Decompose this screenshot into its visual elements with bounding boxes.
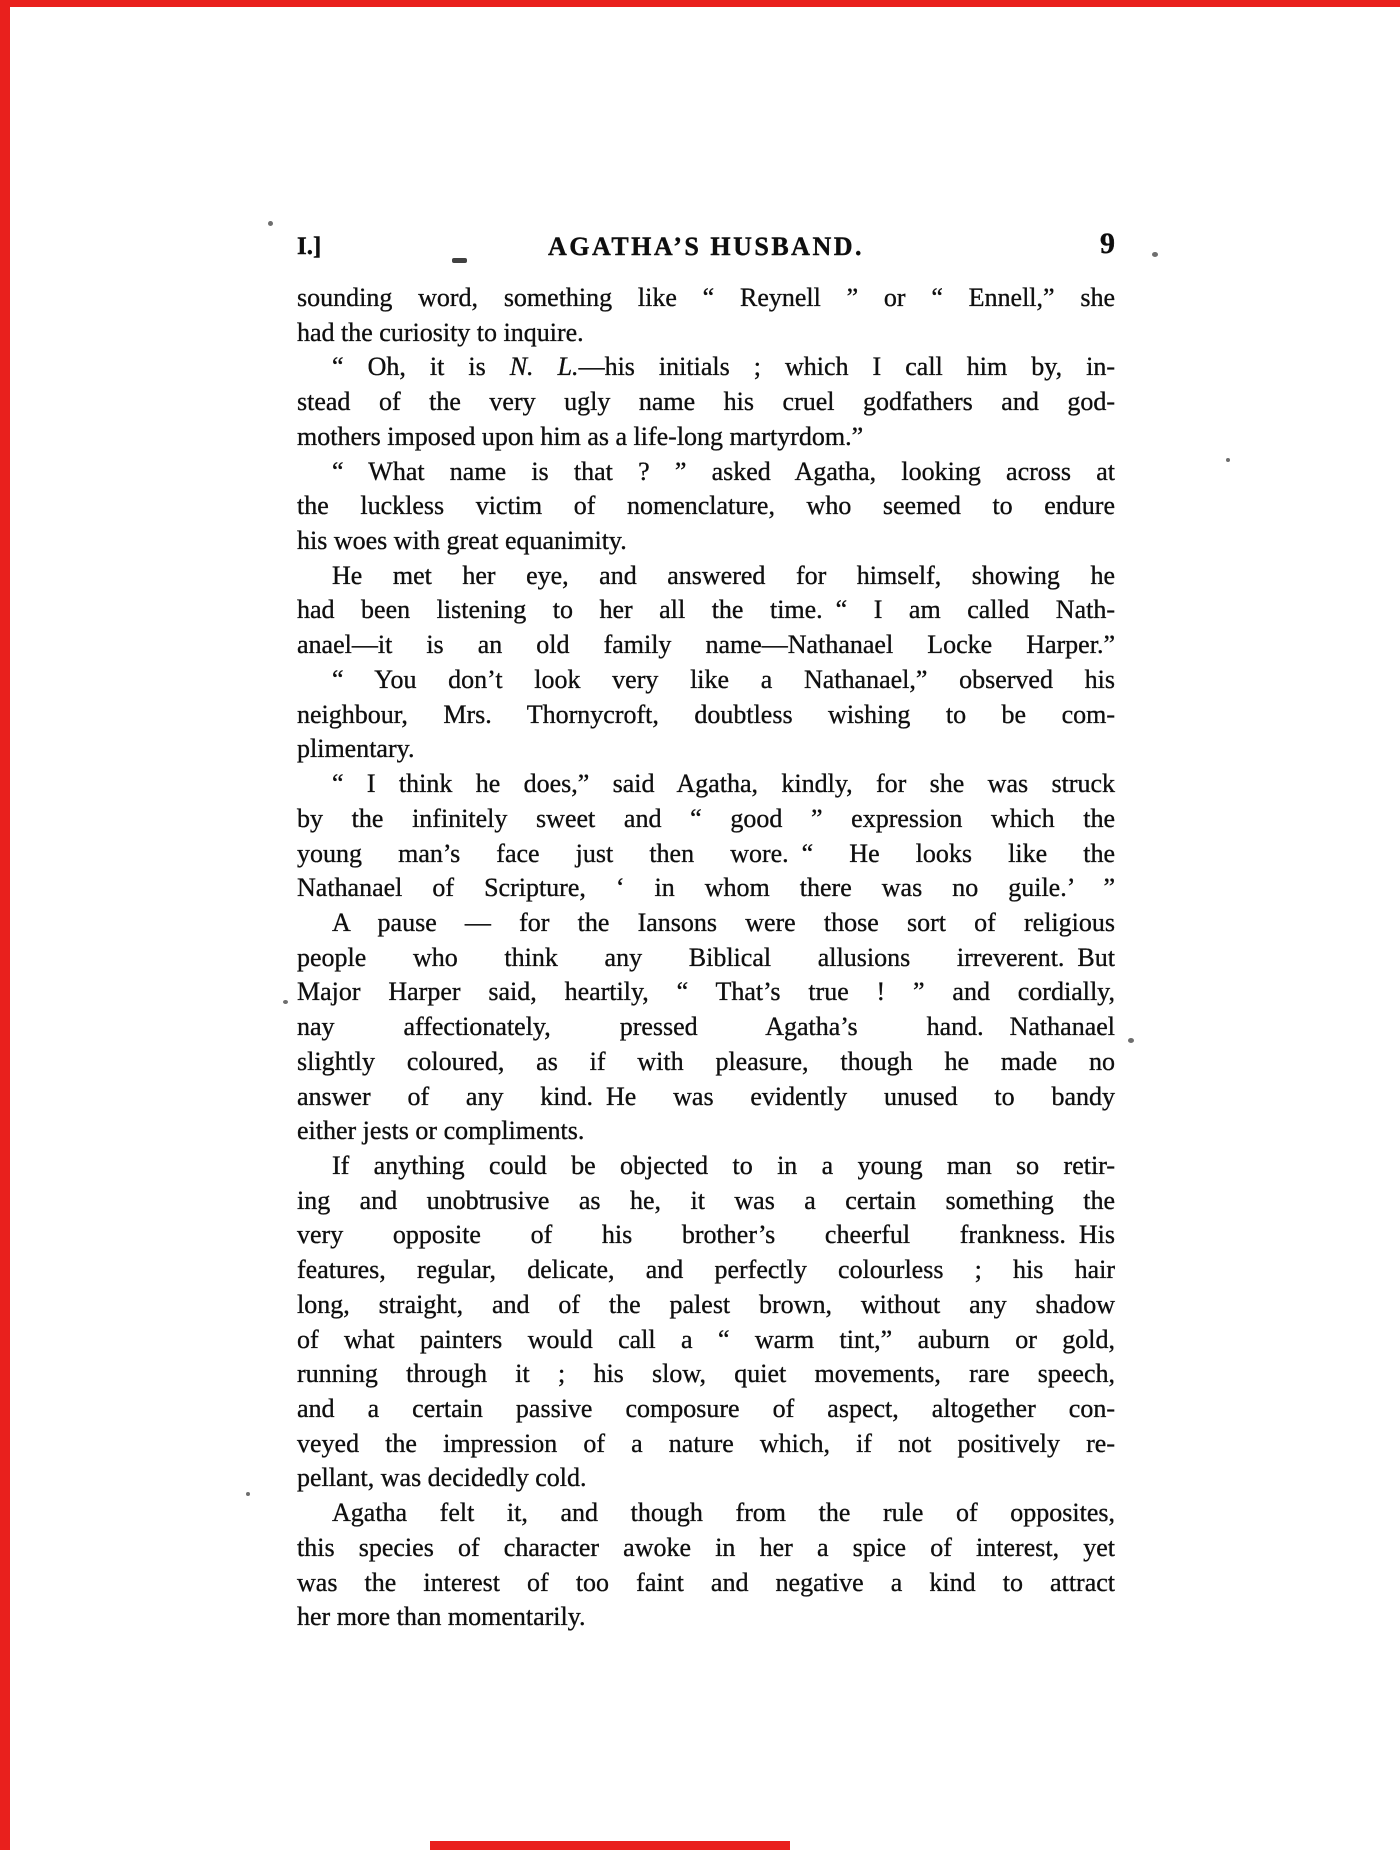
text-line: very opposite of his brother’s cheerful frankness. His [297,1220,1115,1250]
text-line: answer of any kind. He was evidently unused to bandy [297,1081,1115,1111]
body-text-block [297,281,1115,1635]
text-line: stead of the very ugly name his cruel godfathers and god- [297,387,1115,417]
text-line: ing and unobtrusive as he, it was a certain something the [297,1185,1115,1215]
text-line: pellant, was decidedly cold. [297,1463,587,1493]
text-line: slightly coloured, as if with pleasure, though he made no [297,1046,1115,1076]
text-line: the luckless victim of nomenclature, who seemed to endure [297,491,1115,521]
header-book-title: AGATHA’S HUSBAND. [547,232,864,261]
text-line: sounding word, something like “ Reynell ” or “ Ennell,” she [297,283,1115,312]
text-line: He met her eye, and answered for himself, showing he [332,560,1115,590]
ink-speck [1128,1038,1134,1043]
text-line: features, regular, delicate, and perfectly colourless ; his hair [297,1255,1115,1285]
ink-speck [246,1492,250,1496]
text-line: long, straight, and of the palest brown, without any shadow [297,1289,1115,1319]
scan-edge-top-red [0,0,1400,7]
text-line: “ I think he does,” said Agatha, kindly, for she was struck [332,769,1115,799]
text-line: her more than momentarily. [297,1602,586,1632]
text-line: A pause — for the Iansons were those sort of religious [332,907,1115,937]
text-line: Nathanael of Scripture, ‘ in whom there was no guile.’ ” [297,873,1115,903]
text-line: young man’s face just then wore. “ He looks like the [297,838,1115,868]
text-line: either jests or compliments. [297,1116,585,1146]
text-line: anael—it is an old family name—Nathanael Locke Harper.” [297,630,1115,660]
text-line: by the infinitely sweet and “ good ” expression which the [297,803,1115,833]
text-line: veyed the impression of a nature which, if not positively re- [297,1428,1115,1458]
text-line: “ Oh, it is N. L.—his initials ; which I call him by, in- [332,352,1115,382]
scan-edge-bottom-red [430,1841,790,1850]
text-line: was the interest of too faint and negative a kind to attract [297,1567,1115,1597]
text-line: running through it ; his slow, quiet movements, rare speech, [297,1359,1115,1389]
text-line: plimentary. [297,734,415,764]
header-chapter-number: I.] [297,233,322,260]
text-line: his woes with great equanimity. [297,526,627,556]
text-line: had the curiosity to inquire. [297,317,584,347]
text-line: of what painters would call a “ warm tint,” auburn or gold, [297,1324,1115,1354]
scan-edge-left-red [0,0,10,1850]
text-line: Agatha felt it, and though from the rule of opposites, [332,1498,1115,1528]
text-line: had been listening to her all the time. “ I am called Nath- [297,595,1115,625]
text-line: mothers imposed upon him as a life-long martyrdom.” [297,421,864,451]
text-line: and a certain passive composure of aspect, altogether con- [297,1394,1115,1423]
ink-speck [1226,458,1230,462]
text-line: If anything could be objected to in a young man so retir- [332,1150,1115,1180]
text-line: this species of character awoke in her a spice of interest, yet [297,1532,1115,1562]
text-line: neighbour, Mrs. Thornycroft, doubtless wishing to be com- [297,699,1115,729]
text-line: “ What name is that ? ” asked Agatha, looking across at [332,456,1115,486]
text-line: nay affectionately, pressed Agatha’s hand. Nathanael [297,1012,1115,1042]
text-line: people who think any Biblical allusions irreverent. But [297,942,1115,972]
ink-speck [268,221,273,226]
header-page-number: 9 [1100,227,1115,260]
ink-speck [452,258,467,263]
ink-speck [283,1000,288,1004]
text-line: Major Harper said, heartily, “ That’s true ! ” and cordially, [297,977,1115,1007]
ink-speck [1152,252,1158,257]
text-line: “ You don’t look very like a Nathanael,” observed his [332,664,1115,694]
